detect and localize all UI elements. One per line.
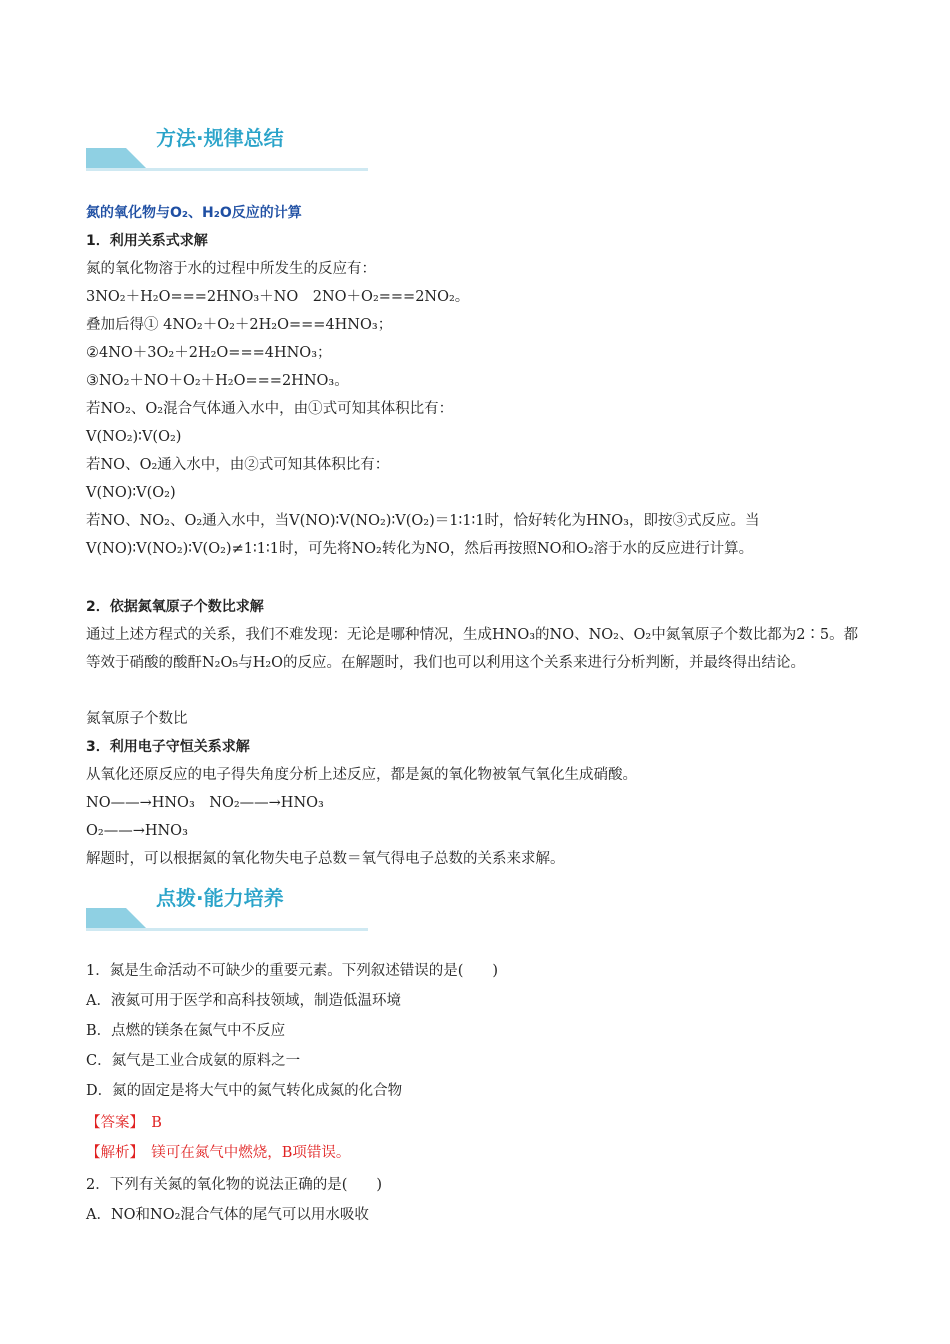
equation-line	[86, 286, 469, 308]
paragraph: 氮氧原子个数比	[86, 711, 188, 727]
arrow-expression: O₂——→HNO₃	[86, 823, 188, 839]
section-heading: 氮的氧化物与O₂、H₂O反应的计算	[86, 205, 302, 221]
option-c: C．氮气是工业合成氨的原料之一	[86, 1053, 301, 1069]
explanation-value: 镁可在氮气中燃烧，B项错误。	[151, 1145, 351, 1161]
explanation-label: 【解析】	[86, 1145, 137, 1161]
option-b: B．点燃的镁条在氮气中不反应	[86, 1023, 286, 1039]
paragraph: 氮的氧化物溶于水的过程中所发生的反应有：	[86, 261, 376, 277]
arrow-expression: NO₂——→HNO₃	[209, 795, 324, 811]
paragraph: 若NO、NO₂、O₂通入水中，当V(NO)∶V(NO₂)∶V(O₂)＝1∶1∶1时，恰好转化为HNO₃，即按③式反应。当V(NO)∶V(NO₂)∶V(O₂)≠1∶1∶1时，可先将NO₂转化为NO，然后再按照NO和O₂溶于水的反应进行计算。	[86, 513, 760, 557]
subsection-title-1: 1．利用关系式求解	[86, 233, 208, 249]
ratio-expression: V(NO)∶V(O₂)	[86, 485, 176, 501]
option-a: A．NO和NO₂混合气体的尾气可以用水吸收	[86, 1207, 369, 1223]
answer-value: B	[151, 1115, 162, 1131]
subsection-title-2: 2．依据氮氧原子个数比求解	[86, 599, 264, 615]
banner-title: 方法·规律总结	[156, 126, 284, 150]
banner-decoration	[86, 904, 368, 934]
ratio-expression: V(NO₂)∶V(O₂)	[86, 429, 182, 445]
equation: 2NO＋O₂===2NO₂。	[312, 289, 470, 305]
section-banner-method	[86, 122, 368, 152]
option-d: D．氮的固定是将大气中的氮气转化成氮的化合物	[86, 1083, 403, 1099]
banner-title: 点拨·能力培养	[156, 886, 284, 910]
equation: ③NO₂＋NO＋O₂＋H₂O===2HNO₃。	[86, 373, 349, 389]
paragraph: 若NO、O₂通入水中，由②式可知其体积比有：	[86, 457, 390, 473]
question-stem: 1．氮是生命活动不可缺少的重要元素。下列叙述错误的是( )	[86, 963, 499, 979]
subsection-title-3: 3．利用电子守恒关系求解	[86, 739, 250, 755]
section-banner-ability	[86, 882, 368, 912]
arrow-expression: NO——→HNO₃	[86, 795, 195, 811]
paragraph: 通过上述方程式的关系，我们不难发现：无论是哪种情况，生成HNO₃的NO、NO₂、O₂中氮氧原子个数比都为2∶5。都等效于硝酸的酸酐N₂O₅与H₂O的反应。在解题时，我们也可以利用这个关系来进行分析判断，并最终得出结论。	[86, 627, 859, 671]
banner-decoration	[86, 144, 368, 174]
equation: 3NO₂＋H₂O===2HNO₃＋NO	[86, 289, 299, 305]
equation: ②4NO＋3O₂＋2H₂O===4HNO₃；	[86, 345, 332, 361]
explanation-line	[86, 1142, 350, 1164]
paragraph: 若NO₂、O₂混合气体通入水中，由①式可知其体积比有：	[86, 401, 454, 417]
paragraph: 从氧化还原反应的电子得失角度分析上述反应，都是氮的氧化物被氧气氧化生成硝酸。	[86, 767, 637, 783]
option-a: A．液氮可用于医学和高科技领域，制造低温环境	[86, 993, 401, 1009]
answer-line	[86, 1112, 162, 1134]
paragraph: 解题时，可以根据氮的氧化物失电子总数＝氧气得电子总数的关系来求解。	[86, 851, 565, 867]
arrow-line	[86, 792, 324, 814]
answer-label: 【答案】	[86, 1115, 137, 1131]
question-stem: 2．下列有关氮的氧化物的说法正确的是( )	[86, 1177, 383, 1193]
equation-line	[86, 314, 392, 336]
equation: 4NO₂＋O₂＋2H₂O===4HNO₃；	[163, 317, 393, 333]
equation-prefix: 叠加后得①	[86, 317, 159, 333]
